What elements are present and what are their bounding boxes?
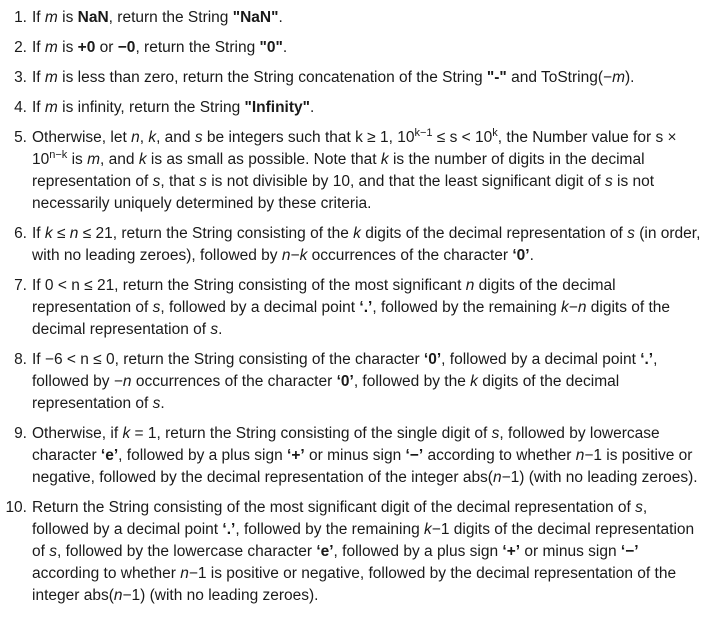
text-run: −1 is positive or negative, followed by the decimal representation of the integer abs( [32,447,693,486]
variable: m [44,9,58,26]
step-number: 3. [14,69,27,86]
text-run: , [139,129,149,146]
literal-value: +0 [77,39,96,56]
text-run: If −6 < n ≤ 0, return the String consisting of the character [32,351,424,368]
step-number: 6. [14,225,27,242]
text-run: , followed by a plus sign [118,447,288,464]
literal-value: ‘.’ [222,521,236,538]
step-number: 5. [14,129,27,146]
text-run: −1) (with no leading zeroes). [501,469,698,486]
variable: n [122,373,132,390]
text-run: . [310,99,315,116]
variable: k [148,129,157,146]
text-run: be integers such that k ≥ 1, 10 [202,129,415,146]
text-run: If [32,69,45,86]
variable: s [49,543,57,560]
text-run: Otherwise, let [32,129,132,146]
step-number: 9. [14,425,27,442]
text-run: is as small as possible. Note that [146,151,381,168]
variable: m [44,99,58,116]
step-number: 2. [14,39,27,56]
text-run: is [57,39,78,56]
text-run: If [32,9,45,26]
literal-value: ‘.’ [359,299,373,316]
variable: k [122,425,131,442]
variable: s [152,395,161,412]
text-run: is [67,151,88,168]
text-run: according to whether [32,565,181,582]
text-run: digits of the decimal representation of [32,373,620,412]
literal-value: ‘+’ [287,447,305,464]
text-run: , that [160,173,200,190]
text-run: − [568,299,578,316]
variable: n [180,565,189,582]
text-run: or minus sign [304,447,406,464]
exponent: k−1 [414,127,433,139]
variable: m [612,69,625,86]
literal-value: "NaN" [232,9,279,26]
text-run: , followed by the [353,373,471,390]
variable: k [470,373,478,390]
text-run: , followed by the remaining [372,299,562,316]
literal-value: ‘−’ [620,543,639,560]
text-run: , followed by a plus sign [333,543,503,560]
step-text [32,425,698,486]
variable: m [87,151,101,168]
text-run: Return the String consisting of the most significant digit of the decimal representation of [32,499,636,516]
exponent: k [492,127,498,139]
text-run: − [290,247,300,264]
text-run: (in order, with no leading zeroes), followed by [32,225,701,264]
text-run: , return the String [108,9,233,26]
step-number: 10. [5,499,27,516]
text-run: If [32,99,45,116]
text-run: is less than zero, return the String concatenation of the String [57,69,487,86]
text-run: digits of the decimal representation of [360,225,628,242]
text-run: . [282,39,288,56]
step-number: 7. [14,277,27,294]
text-run: , and [156,129,195,146]
text-run: ). [624,69,635,86]
variable: k [353,225,361,242]
step-number: 4. [14,99,27,116]
literal-value: ‘0’ [336,373,354,390]
text-run: ≤ [52,225,70,242]
step-text [32,129,677,212]
algorithm-step [0,349,706,415]
step-number: 8. [14,351,27,368]
literal-value: "Infinity" [244,99,310,116]
variable: s [627,225,635,242]
step-text [32,277,670,338]
text-run: or [95,39,118,56]
text-run: −1 digits of the decimal representation of [32,521,695,560]
variable: s [491,425,500,442]
algorithm-steps-list [0,7,706,607]
variable: n [131,129,140,146]
variable: s [605,173,613,190]
variable: k [561,299,569,316]
text-run: digits of the decimal representation of [32,277,616,316]
text-run: and ToString(− [506,69,613,86]
text-run: −1) (with no leading zeroes). [122,587,319,604]
text-run: , followed by the remaining [235,521,425,538]
text-run: ≤ 21, return the String consisting of the [78,225,354,242]
text-run: . [160,395,165,412]
algorithm-step [0,37,706,59]
text-run: −1 is positive or negative, followed by the decimal representation of the integer abs( [32,565,677,604]
text-run: occurrences of the character [307,247,513,264]
algorithm-step [0,7,706,29]
algorithm-step [0,127,706,215]
variable: n [113,587,123,604]
text-run: digits of the decimal representation of [32,299,671,338]
literal-value: "0" [259,39,283,56]
text-run: , followed by a decimal point [32,499,648,538]
variable: k [44,225,53,242]
variable: k [424,521,432,538]
literal-value: "-" [486,69,507,86]
variable: n [281,247,291,264]
text-run: , and [100,151,139,168]
text-run: Otherwise, if [32,425,123,442]
text-run: . [218,321,223,338]
variable: s [152,299,161,316]
variable: n [69,225,79,242]
literal-value: ‘e’ [316,543,334,560]
algorithm-step [0,97,706,119]
step-text [32,69,634,86]
text-run: , followed by − [32,351,658,390]
step-number: 1. [14,9,27,26]
text-run: according to whether [423,447,576,464]
text-run: is not necessarily uniquely determined by these criteria. [32,173,655,212]
variable: m [44,39,58,56]
algorithm-step [0,223,706,267]
text-run: is the number of digits in the decimal representation of [32,151,645,190]
text-run: , return the String [135,39,260,56]
variable: k [138,151,147,168]
text-run: occurrences of the character [131,373,337,390]
step-text [32,225,700,264]
step-text [32,499,694,604]
text-run: If [32,225,45,242]
variable: n [575,447,585,464]
variable: s [152,173,161,190]
text-run: , the Number value for s × 10 [32,129,677,168]
algorithm-step [0,423,706,489]
text-run: , followed by a decimal point [160,299,360,316]
variable: s [635,499,643,516]
literal-value: ‘+’ [502,543,521,560]
variable: n [577,299,587,316]
text-run: is not divisible by 10, and that the least significant digit of [206,173,605,190]
literal-value: −0 [117,39,136,56]
text-run: ≤ s < 10 [432,129,493,146]
step-text [32,39,287,56]
step-text [32,99,314,116]
text-run: . [278,9,283,26]
variable: k [299,247,308,264]
text-run: , followed by a decimal point [441,351,641,368]
literal-value: ‘0’ [512,247,530,264]
step-text [32,351,657,412]
text-run: is infinity, return the String [57,99,245,116]
literal-value: NaN [77,9,109,26]
variable: s [210,321,219,338]
literal-value: ‘e’ [100,447,119,464]
variable: n [492,469,502,486]
algorithm-step [0,497,706,607]
literal-value: ‘0’ [423,351,442,368]
step-text [32,9,283,26]
text-run: . [529,247,534,264]
literal-value: ‘.’ [640,351,654,368]
text-run: If 0 < n ≤ 21, return the String consisting of the most significant [32,277,466,294]
exponent: n−k [49,149,68,161]
variable: n [465,277,475,294]
text-run: = 1, return the String consisting of the single digit of [130,425,492,442]
text-run: or minus sign [520,543,621,560]
algorithm-step [0,67,706,89]
variable: k [380,151,389,168]
literal-value: ‘−’ [405,447,424,464]
algorithm-step [0,275,706,341]
text-run: is [57,9,78,26]
text-run: , followed by the lowercase character [56,543,317,560]
variable: m [44,69,58,86]
variable: s [194,129,203,146]
text-run: If [32,39,45,56]
variable: s [199,173,207,190]
text-run: , followed by lowercase character [32,425,660,464]
